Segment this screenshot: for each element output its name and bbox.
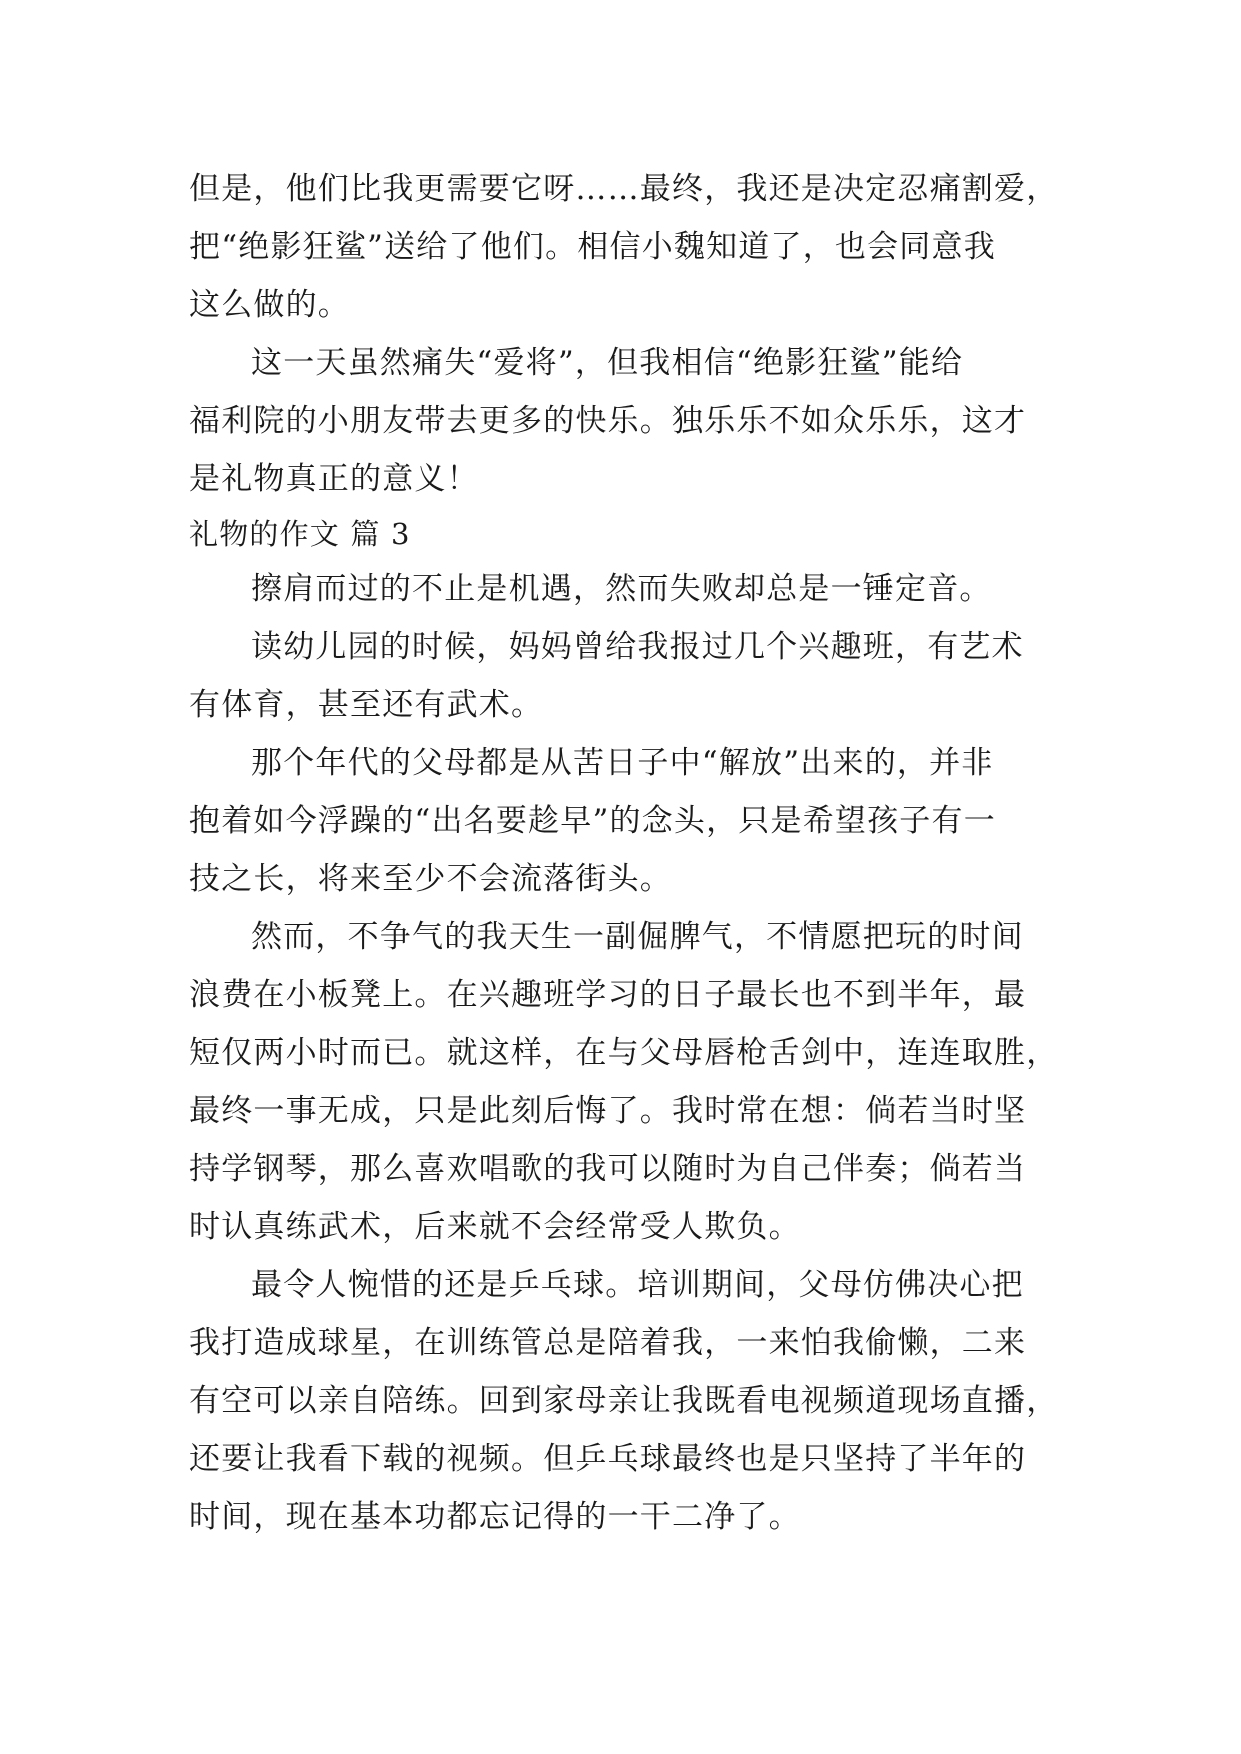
text-line: 最终一事无成，只是此刻后悔了。我时常在想：倘若当时坚 (189, 1093, 1027, 1129)
text-line: 这一天虽然痛失“爱将”，但我相信“绝影狂鲨”能给 (251, 345, 964, 381)
paragraph-2 (189, 334, 1059, 508)
text-line: 还要让我看下载的视频。但乒乓球最终也是只坚持了半年的 (189, 1441, 1027, 1477)
paragraph-7 (189, 1256, 1059, 1546)
paragraph-3 (189, 560, 1059, 618)
paragraph-1 (189, 160, 1059, 334)
text-line: 抱着如今浮躁的“出名要趁早”的念头，只是希望孩子有一 (189, 803, 996, 839)
text-line: 最令人惋惜的还是乒乓球。培训期间，父母仿佛决心把 (251, 1267, 1024, 1303)
text-line: 短仅两小时而已。就这样，在与父母唇枪舌剑中，连连取胜， (189, 1035, 1059, 1071)
text-line: 我打造成球星，在训练管总是陪着我，一来怕我偷懒，二来 (189, 1325, 1027, 1361)
document-body (189, 160, 1059, 1546)
text-line: 那个年代的父母都是从苦日子中“解放”出来的，并非 (251, 745, 994, 781)
text-line: 这么做的。 (189, 287, 350, 323)
text-line: 持学钢琴，那么喜欢唱歌的我可以随时为自己伴奏；倘若当 (189, 1151, 1027, 1187)
text-line: 擦肩而过的不止是机遇，然而失败却总是一锤定音。 (251, 571, 992, 607)
text-line: 读幼儿园的时候，妈妈曾给我报过几个兴趣班，有艺术 (251, 629, 1024, 665)
text-line: 把“绝影狂鲨”送给了他们。相信小魏知道了，也会同意我 (189, 229, 996, 265)
paragraph-4 (189, 618, 1059, 734)
text-line: 是礼物真正的意义！ (189, 461, 479, 497)
text-line: 时认真练武术，后来就不会经常受人欺负。 (189, 1209, 801, 1245)
paragraph-5 (189, 734, 1059, 908)
text-line: 技之长，将来至少不会流落街头。 (189, 861, 672, 897)
paragraph-6 (189, 908, 1059, 1256)
text-line: 有体育，甚至还有武术。 (189, 687, 544, 723)
text-line: 然而，不争气的我天生一副倔脾气，不情愿把玩的时间 (251, 919, 1024, 955)
text-line: 浪费在小板凳上。在兴趣班学习的日子最长也不到半年，最 (189, 977, 1027, 1013)
section-title: 礼物的作文 篇 3 (189, 517, 411, 551)
text-line: 福利院的小朋友带去更多的快乐。独乐乐不如众乐乐，这才 (189, 403, 1027, 439)
text-line: 有空可以亲自陪练。回到家母亲让我既看电视频道现场直播， (189, 1383, 1059, 1419)
text-line: 但是，他们比我更需要它呀……最终，我还是决定忍痛割爱， (189, 171, 1059, 207)
text-line: 时间，现在基本功都忘记得的一干二净了。 (189, 1499, 801, 1535)
